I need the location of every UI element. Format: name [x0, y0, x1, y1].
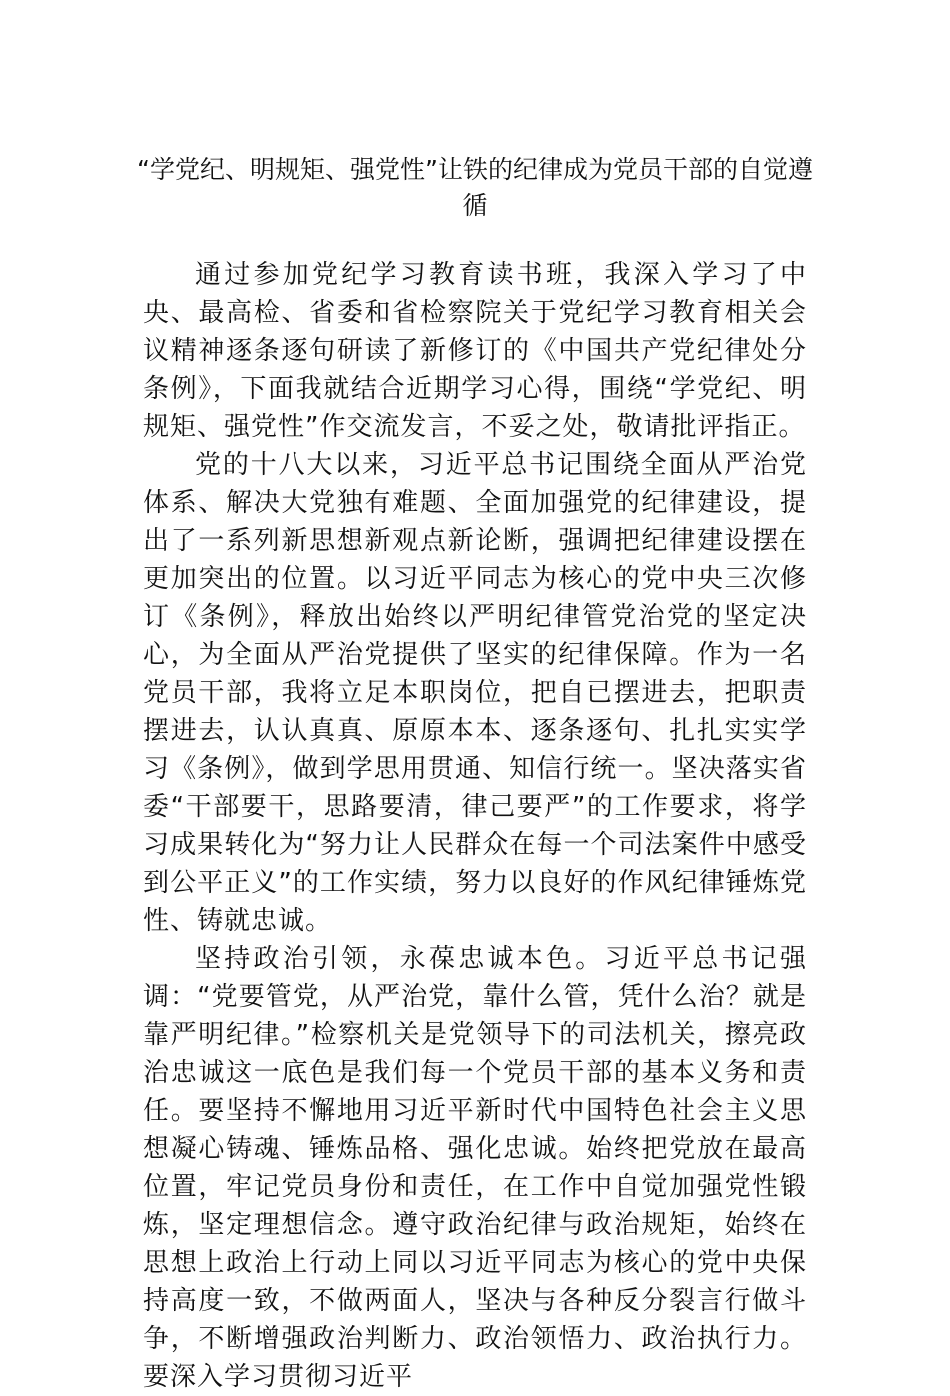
paragraph-1: 通过参加党纪学习教育读书班，我深入学习了中央、最高检、省委和省检察院关于党纪学习教育相关会议精神逐条逐句研读了新修订的《中国共产党纪律处分条例》，下面我就结合近期学习心得，围绕“学党纪、明规矩、强党性”作交流发言，不妥之处，敬请批评指正。 [143, 260, 807, 442]
document-title: “学党纪、明规矩、强党性”让铁的纪律成为党员干部的自觉遵循 [137, 155, 813, 220]
paragraph-3: 坚持政治引领，永葆忠诚本色。习近平总书记强调：“党要管党，从严治党，靠什么管，凭什么治？就是靠严明纪律。”检察机关是党领导下的司法机关，擦亮政治忠诚这一底色是我们每一个党员干部的基本义务和责任。要坚持不懈地用习近平新时代中国特色社会主义思想凝心铸魂、锤炼品格、强化忠诚。始终把党放在最高位置，牢记党员身份和责任，在工作中自觉加强党性锻炼，坚定理想信念。遵守政治纪律与政治规矩，始终在思想上政治上行动上同以习近平同志为核心的党中央保持高度一致，不做两面人，坚决与各种反分裂言行做斗争，不断增强政治判断力、政治领悟力、政治执行力。要深入学习贯彻习近平 [143, 944, 807, 1392]
document-body [143, 256, 807, 1396]
paragraph-2: 党的十八大以来，习近平总书记围绕全面从严治党体系、解决大党独有难题、全面加强党的纪律建设，提出了一系列新思想新观点新论断，强调把纪律建设摆在更加突出的位置。以习近平同志为核心的党中央三次修订《条例》，释放出始终以严明纪律管党治党的坚定决心，为全面从严治党提供了坚实的纪律保障。作为一名党员干部，我将立足本职岗位，把自已摆进去，把职责摆进去，认认真真、原原本本、逐条逐句、扎扎实实学习《条例》，做到学思用贯通、知信行统一。坚决落实省委“干部要干，思路要清，律己要严”的工作要求，将学习成果转化为“努力让人民群众在每一个司法案件中感受到公平正义”的工作实绩，努力以良好的作风纪律锤炼党性、铸就忠诚。 [143, 450, 807, 936]
